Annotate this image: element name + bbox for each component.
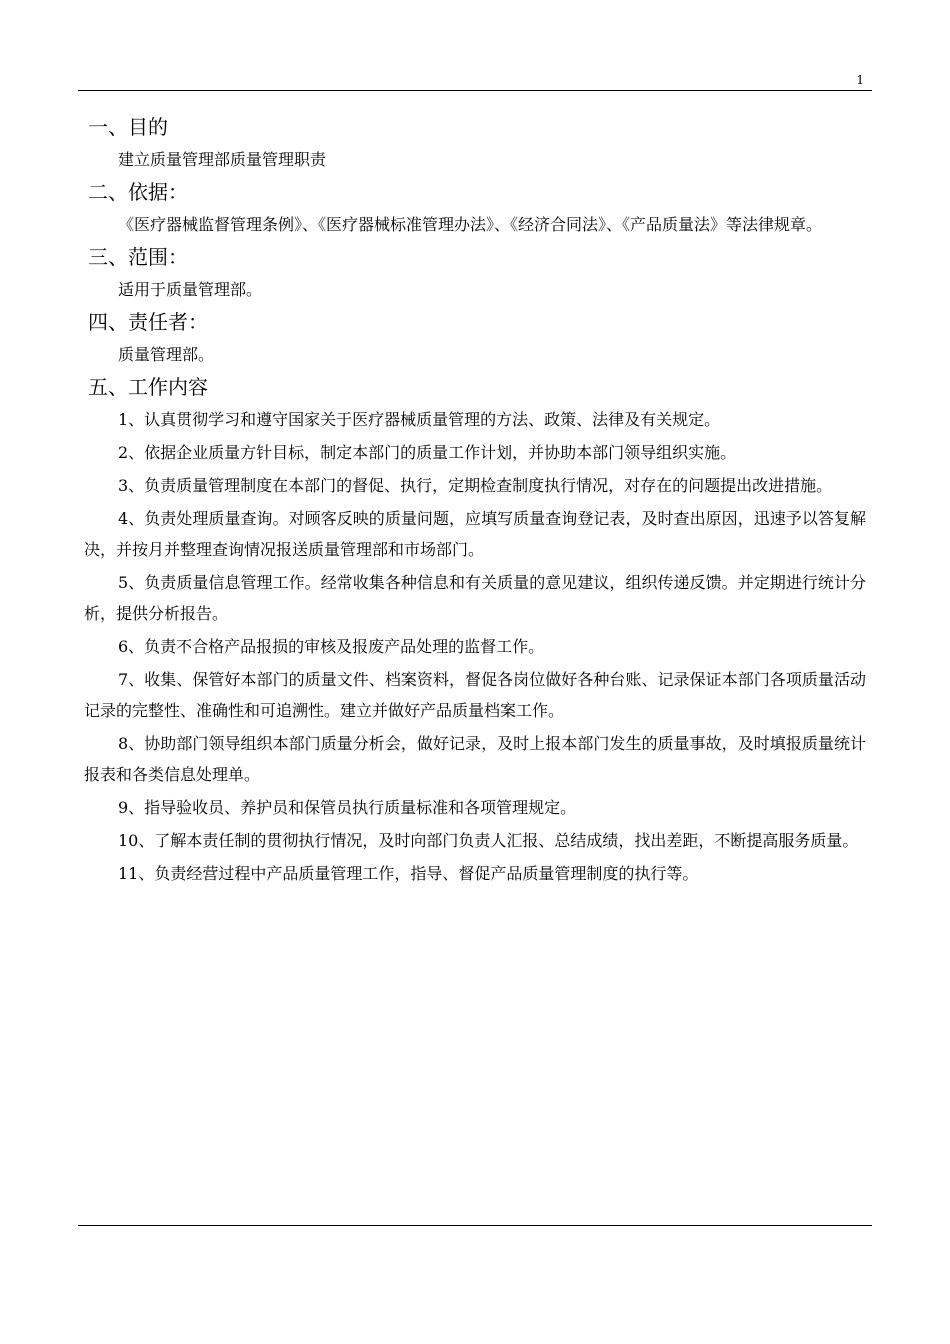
section-purpose (84, 112, 866, 175)
section-responsible (84, 307, 866, 370)
work-item: 9、指导验收员、养护员和保管员执行质量标准和各项管理规定。 (118, 798, 577, 817)
section-title: 二、依据： (88, 180, 188, 204)
section-scope (84, 242, 866, 305)
section-paragraph: 《医疗器械监督管理条例》、《医疗器械标准管理办法》、《经济合同法》、《产品质量法》等法律规章。 (118, 215, 823, 234)
work-item: 5、负责质量信息管理工作。经常收集各种信息和有关质量的意见建议，组织传递反馈。并定期进行统计分析，提供分析报告。 (84, 573, 866, 623)
section-title: 三、范围： (88, 245, 188, 269)
page-number: 1 (856, 73, 864, 87)
header-rule (78, 90, 872, 91)
section-work-content (84, 372, 866, 889)
work-item: 2、依据企业质量方针目标，制定本部门的质量工作计划，并协助本部门领导组织实施。 (118, 443, 737, 462)
section-title: 五、工作内容 (88, 375, 208, 399)
work-item: 4、负责处理质量查询。对顾客反映的质量问题，应填写质量查询登记表，及时查出原因，迅速予以答复解决，并按月并整理查询情况报送质量管理部和市场部门。 (84, 509, 866, 559)
section-paragraph: 建立质量管理部质量管理职责 (118, 150, 327, 169)
work-item: 10、了解本责任制的贯彻执行情况，及时向部门负责人汇报、总结成绩，找出差距，不断提高服务质量。 (118, 831, 859, 850)
footer-rule (78, 1225, 872, 1226)
work-item: 11、负责经营过程中产品质量管理工作，指导、督促产品质量管理制度的执行等。 (118, 864, 699, 883)
work-item: 3、负责质量管理制度在本部门的督促、执行，定期检查制度执行情况，对存在的问题提出改进措施。 (118, 476, 833, 495)
section-title: 四、责任者： (88, 310, 208, 334)
work-item: 7、收集、保管好本部门的质量文件、档案资料，督促各岗位做好各种台账、记录保证本部门各项质量活动记录的完整性、准确性和可追溯性。建立并做好产品质量档案工作。 (84, 670, 866, 720)
work-item: 6、负责不合格产品报损的审核及报废产品处理的监督工作。 (118, 637, 545, 656)
section-basis (84, 177, 866, 240)
document-body (84, 112, 866, 891)
section-paragraph: 质量管理部。 (118, 345, 215, 364)
work-item: 1、认真贯彻学习和遵守国家关于医疗器械质量管理的方法、政策、法律及有关规定。 (118, 410, 721, 429)
work-item: 8、协助部门领导组织本部门质量分析会，做好记录，及时上报本部门发生的质量事故，及时填报质量统计报表和各类信息处理单。 (84, 734, 866, 784)
section-title: 一、目的 (88, 115, 168, 139)
section-paragraph: 适用于质量管理部。 (118, 280, 263, 299)
